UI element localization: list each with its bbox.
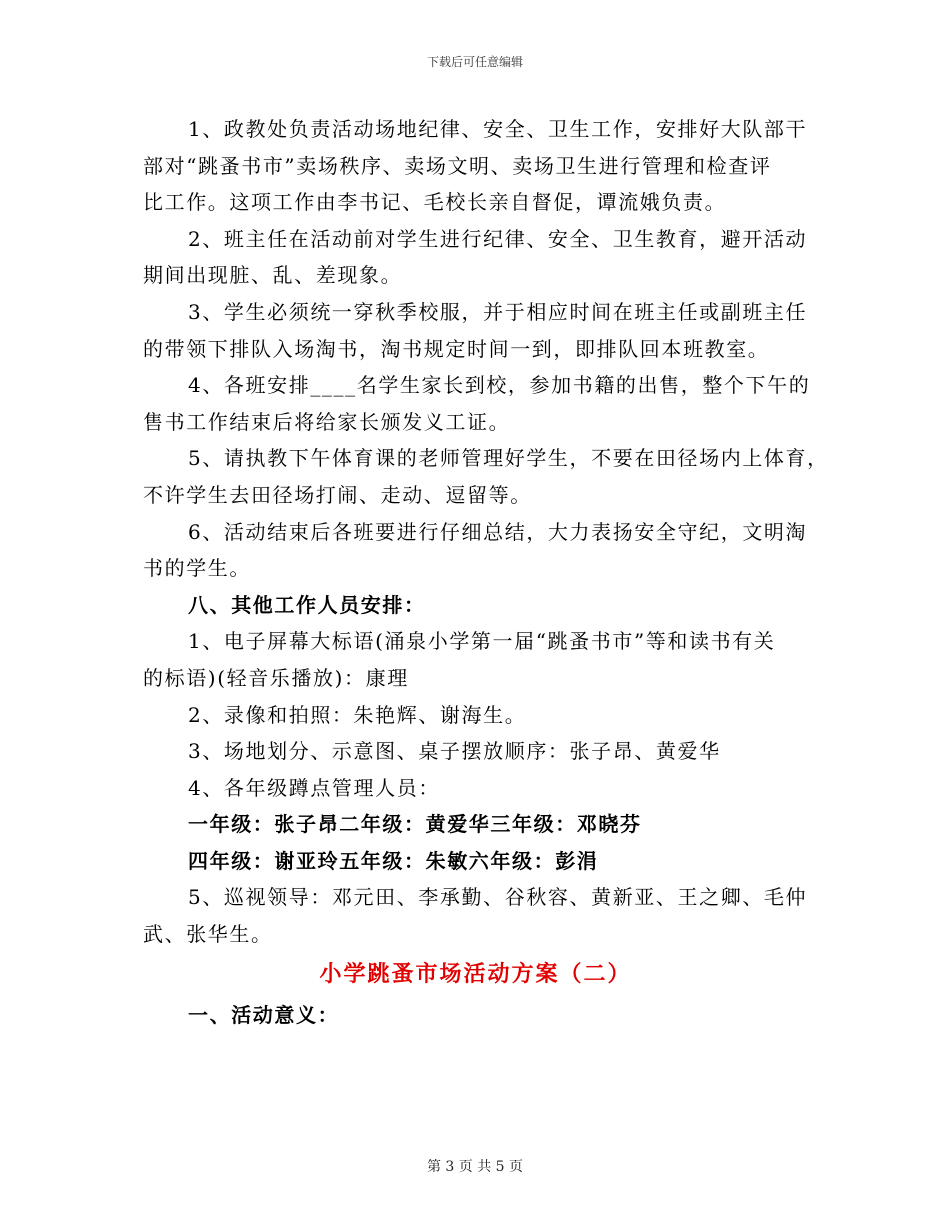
paragraph-line: 3、学生必须统一穿秋季校服，并于相应时间在班主任或副班主任 (188, 299, 808, 324)
paragraph-line: 2、班主任在活动前对学生进行纪律、安全、卫生教育，避开活动 (188, 226, 808, 251)
paragraph-line: 期间出现脏、乱、差现象。 (143, 263, 403, 288)
paragraph-line: 4、各班安排____名学生家长到校，参加书籍的出售，整个下午的 (188, 373, 811, 398)
paragraph-line: 1、电子屏幕大标语(涌泉小学第一届“跳蚤书市”等和读书有关 (188, 629, 776, 654)
document-title: 小学跳蚤市场活动方案（二） (319, 961, 632, 987)
paragraph-line: 2、录像和拍照：朱艳辉、谢海生。 (188, 702, 527, 727)
grade-assignment-line: 四年级：谢亚玲五年级：朱敏六年级：彭涓 (188, 848, 599, 873)
paragraph-line: 部对“跳蚤书市”卖场秩序、卖场文明、卖场卫生进行管理和检查评 (143, 153, 772, 178)
page-footer: 第 3 页 共 5 页 (426, 1159, 524, 1175)
paragraph-line: 4、各年级蹲点管理人员： (188, 775, 440, 800)
paragraph-line: 武、张华生。 (143, 922, 273, 947)
paragraph-line: 5、巡视领导：邓元田、李承勤、谷秋容、黄新亚、王之卿、毛仲 (188, 885, 808, 910)
paragraph-line: 3、场地划分、示意图、桌子摆放顺序：张子昂、黄爱华 (188, 739, 721, 764)
document-body (143, 111, 829, 1033)
paragraph-line: 售书工作结束后将给家长颁发义工证。 (143, 409, 511, 434)
paragraph-line: 6、活动结束后各班要进行仔细总结，大力表扬安全守纪，文明淘 (188, 519, 808, 544)
section-heading-1: 一、活动意义： (188, 1002, 340, 1027)
paragraph-line: 5、请执教下午体育课的老师管理好学生，不要在田径场内上体育， (188, 446, 829, 471)
page-header: 下载后可任意编辑 (426, 55, 523, 69)
paragraph-line: 1、政教处负责活动场地纪律、安全、卫生工作，安排好大队部干 (188, 117, 808, 141)
paragraph-line: 的带领下排队入场淘书，淘书规定时间一到，即排队回本班教室。 (143, 336, 770, 361)
paragraph-line: 的标语)(轻音乐播放)：康理 (143, 665, 409, 690)
paragraph-line: 比工作。这项工作由李书记、毛校长亲自督促，谭流娥负责。 (143, 190, 727, 215)
paragraph-line: 书的学生。 (143, 556, 251, 581)
paragraph-line: 不许学生去田径场打闹、走动、逗留等。 (143, 482, 532, 507)
grade-assignment-line: 一年级：张子昂二年级：黄爱华三年级：邓晓芬 (188, 812, 642, 837)
section-heading-8: 八、其他工作人员安排： (188, 592, 426, 617)
